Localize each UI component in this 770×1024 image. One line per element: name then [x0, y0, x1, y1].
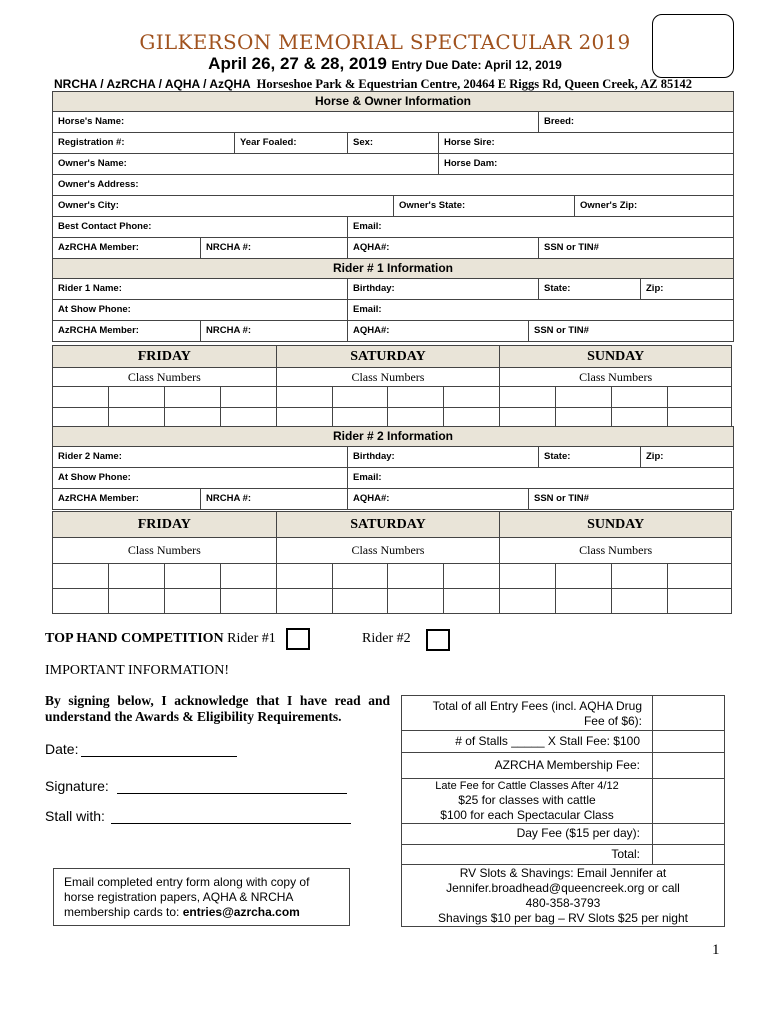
event-title: GILKERSON MEMORIAL SPECTACULAR 2019: [139, 30, 631, 54]
form-row: [53, 300, 733, 321]
form-row: [53, 154, 733, 175]
fee-row-late: [402, 779, 724, 824]
fee-row-stalls: [402, 731, 724, 753]
rider2-birthday-field[interactable]: Birthday:: [347, 447, 538, 467]
owner-ssn-field[interactable]: SSN or TIN#: [538, 238, 733, 258]
rider2-ssn-field[interactable]: SSN or TIN#: [528, 489, 733, 509]
day-fee-input[interactable]: [652, 824, 725, 844]
total-entry-fees-input[interactable]: [652, 696, 725, 730]
owner-azrcha-member-field[interactable]: AzRCHA Member:: [58, 242, 139, 253]
owners-name-field[interactable]: Owner's Name:: [58, 158, 127, 169]
rv-line-1: RV Slots & Shavings: Email Jennifer at: [459, 866, 667, 880]
rider1-aqha-field[interactable]: AQHA#:: [347, 321, 528, 341]
class-number-cell[interactable]: [388, 589, 444, 614]
stall-fee-input[interactable]: [652, 731, 725, 752]
class-number-cell[interactable]: [556, 387, 612, 408]
day-fee-label: Day Fee ($15 per day):: [516, 826, 640, 840]
best-contact-phone-field[interactable]: Best Contact Phone:: [58, 221, 152, 232]
form-row: [53, 217, 733, 238]
form-row: [53, 321, 733, 342]
class-number-cell[interactable]: [444, 589, 500, 614]
late-fee-line-3: $100 for each Spectacular Class: [440, 808, 614, 822]
rider2-state-field[interactable]: State:: [538, 447, 640, 467]
class-number-cell[interactable]: [164, 589, 220, 614]
top-hand-line: [45, 631, 276, 647]
rider2-class-table: [52, 511, 732, 614]
signature-input-line[interactable]: [117, 793, 347, 794]
late-fee-text: [402, 780, 652, 823]
email-instructions-text: Email completed entry form along with copy of horse registration papers, AQHA & NRCHA membership cards to:: [64, 875, 310, 919]
association-line: [54, 77, 692, 92]
rider1-azrcha-field[interactable]: AzRCHA Member:: [58, 325, 139, 336]
acknowledgement-text: By signing below, I acknowledge that I have read and understand the Awards & Eligibility Requirements.: [45, 693, 390, 724]
rider2-azrcha-field[interactable]: AzRCHA Member:: [58, 493, 139, 504]
class-number-cell[interactable]: [500, 589, 556, 614]
email-instructions-box: [53, 868, 350, 926]
form-row: [53, 238, 733, 259]
rider1-section: [52, 258, 734, 342]
horses-name-field[interactable]: Horse's Name:: [58, 116, 125, 127]
form-row: [53, 112, 733, 133]
horse-owner-heading: Horse & Owner Information: [53, 91, 733, 112]
rider1-phone-field[interactable]: At Show Phone:: [58, 304, 131, 315]
stall-with-label: Stall with:: [45, 808, 105, 824]
class-number-cell[interactable]: [388, 387, 444, 408]
azrcha-membership-fee-label: AZRCHA Membership Fee:: [494, 758, 640, 772]
class-number-cell[interactable]: [668, 564, 732, 589]
rider2-aqha-field[interactable]: AQHA#:: [347, 489, 528, 509]
signature-label: Signature:: [45, 778, 109, 794]
saturday-heading: SATURDAY: [276, 512, 500, 538]
class-number-cell[interactable]: [388, 564, 444, 589]
form-row: [53, 133, 733, 154]
class-number-cell[interactable]: [556, 589, 612, 614]
friday-class-numbers-label: Class Numbers: [53, 538, 277, 564]
year-foaled-field[interactable]: Year Foaled:: [234, 133, 347, 153]
rv-email[interactable]: Jennifer.broadhead@queencreek.org or call: [446, 881, 680, 895]
class-number-cell[interactable]: [164, 387, 220, 408]
entry-due-date: Entry Due Date: April 12, 2019: [391, 58, 562, 72]
sex-field[interactable]: Sex:: [347, 133, 438, 153]
form-row: [53, 279, 733, 300]
form-row: [53, 447, 733, 468]
event-date-range: April 26, 27 & 28, 2019: [208, 54, 387, 73]
registration-field[interactable]: Registration #:: [58, 137, 125, 148]
horse-owner-section: [52, 91, 734, 259]
rider2-heading: Rider # 2 Information: [53, 426, 733, 447]
event-dates: [0, 54, 770, 74]
important-information: IMPORTANT INFORMATION!: [45, 663, 230, 678]
azrcha-membership-fee-input[interactable]: [652, 753, 725, 778]
class-number-cell[interactable]: [500, 564, 556, 589]
late-fee-line-2: $25 for classes with cattle: [458, 793, 596, 807]
friday-class-numbers-label: Class Numbers: [53, 368, 277, 387]
class-number-cell[interactable]: [164, 564, 220, 589]
total-label: Total:: [611, 847, 640, 861]
sunday-class-numbers-label: Class Numbers: [500, 538, 732, 564]
date-input-line[interactable]: [81, 756, 237, 757]
top-hand-rider2-label: Rider #2: [362, 631, 411, 646]
rider1-email-field[interactable]: Email:: [347, 300, 733, 320]
saturday-class-numbers-label: Class Numbers: [276, 368, 500, 387]
rv-slots-text: [402, 866, 724, 926]
date-label: Date:: [45, 741, 79, 757]
total-entry-fees-label: Total of all Entry Fees (incl. AQHA Drug Fee of $6):: [432, 699, 642, 728]
class-number-cell[interactable]: [108, 387, 164, 408]
class-number-cell[interactable]: [108, 564, 164, 589]
form-row: [53, 175, 733, 196]
fee-row-total: [402, 845, 724, 865]
rider2-zip-field[interactable]: Zip:: [640, 447, 733, 467]
form-row: [53, 468, 733, 489]
rider1-heading: Rider # 1 Information: [53, 258, 733, 279]
class-number-cell[interactable]: [612, 564, 668, 589]
total-input[interactable]: [652, 845, 725, 864]
class-number-cell[interactable]: [668, 589, 732, 614]
fee-row-rv: [402, 865, 724, 926]
rider2-phone-field[interactable]: At Show Phone:: [58, 472, 131, 483]
class-number-cell[interactable]: [108, 589, 164, 614]
rider2-nrcha-field[interactable]: NRCHA #:: [200, 489, 347, 509]
form-row: [53, 489, 733, 510]
horse-sire-field[interactable]: Horse Sire:: [438, 133, 733, 153]
class-number-cell[interactable]: [53, 564, 109, 589]
fee-row-azrcha: [402, 753, 724, 779]
late-fee-line-1: Late Fee for Cattle Classes After 4/12: [435, 780, 619, 792]
sunday-heading: SUNDAY: [500, 512, 732, 538]
owner-email-field[interactable]: Email:: [347, 217, 733, 237]
class-number-cell[interactable]: [220, 387, 276, 408]
breed-field[interactable]: Breed:: [538, 112, 733, 132]
class-number-cell[interactable]: [612, 387, 668, 408]
owners-state-field[interactable]: Owner's State:: [393, 196, 574, 216]
owner-aqha-field[interactable]: AQHA#:: [347, 238, 538, 258]
owners-zip-field[interactable]: Owner's Zip:: [574, 196, 733, 216]
rider1-zip-field[interactable]: Zip:: [640, 279, 733, 299]
fee-row-total-entry: [402, 696, 724, 731]
form-row: [53, 196, 733, 217]
venue-address: Horseshoe Park & Equestrian Centre, 20464 E Riggs Rd, Queen Creek, AZ 85142: [256, 77, 692, 91]
horse-dam-field[interactable]: Horse Dam:: [438, 154, 733, 174]
top-hand-rider1-label: Rider #1: [227, 631, 276, 646]
class-number-cell[interactable]: [276, 387, 332, 408]
top-hand-rider2-checkbox[interactable]: [426, 629, 450, 651]
associations: NRCHA / AzRCHA / AQHA / AzQHA: [54, 77, 251, 91]
rider1-name-field[interactable]: Rider 1 Name:: [58, 283, 122, 294]
owner-nrcha-field[interactable]: NRCHA #:: [200, 238, 347, 258]
class-number-cell[interactable]: [276, 589, 332, 614]
class-number-cell[interactable]: [53, 387, 109, 408]
rider1-ssn-field[interactable]: SSN or TIN#: [528, 321, 733, 341]
class-number-cell[interactable]: [276, 564, 332, 589]
rider2-name-field[interactable]: Rider 2 Name:: [58, 451, 122, 462]
class-number-cell[interactable]: [332, 564, 388, 589]
class-number-cell[interactable]: [53, 589, 109, 614]
stall-fee-label: # of Stalls _____ X Stall Fee: $100: [455, 734, 640, 748]
owners-address-field[interactable]: Owner's Address:: [58, 179, 139, 190]
saturday-class-numbers-label: Class Numbers: [276, 538, 500, 564]
class-number-cell[interactable]: [556, 564, 612, 589]
class-number-cell[interactable]: [220, 564, 276, 589]
rider1-nrcha-field[interactable]: NRCHA #:: [200, 321, 347, 341]
saturday-heading: SATURDAY: [276, 346, 500, 368]
rv-phone: 480-358-3793: [525, 896, 601, 910]
top-hand-label: TOP HAND COMPETITION: [45, 631, 224, 646]
stall-with-input-line[interactable]: [111, 823, 351, 824]
sunday-heading: SUNDAY: [500, 346, 732, 368]
sunday-class-numbers-label: Class Numbers: [500, 368, 732, 387]
class-number-cell[interactable]: [668, 387, 732, 408]
fees-table: [401, 695, 725, 927]
rider2-email-field[interactable]: Email:: [347, 468, 733, 488]
rv-line-4: Shavings $10 per bag – RV Slots $25 per night: [438, 911, 688, 925]
class-number-cell[interactable]: [444, 387, 500, 408]
class-number-cell[interactable]: [220, 589, 276, 614]
entries-email-address[interactable]: entries@azrcha.com: [182, 905, 300, 919]
fee-row-day: [402, 824, 724, 845]
top-hand-rider1-checkbox[interactable]: [286, 628, 310, 650]
owners-city-field[interactable]: Owner's City:: [58, 200, 119, 211]
rider2-section: [52, 426, 734, 510]
rider1-class-table: [52, 345, 732, 429]
rider1-birthday-field[interactable]: Birthday:: [347, 279, 538, 299]
rider1-state-field[interactable]: State:: [538, 279, 640, 299]
friday-heading: FRIDAY: [53, 346, 277, 368]
late-fee-input[interactable]: [652, 779, 725, 823]
class-number-cell[interactable]: [332, 387, 388, 408]
class-number-cell[interactable]: [500, 387, 556, 408]
friday-heading: FRIDAY: [53, 512, 277, 538]
class-number-cell[interactable]: [444, 564, 500, 589]
class-number-cell[interactable]: [612, 589, 668, 614]
class-number-cell[interactable]: [332, 589, 388, 614]
page-number: 1: [712, 942, 720, 958]
